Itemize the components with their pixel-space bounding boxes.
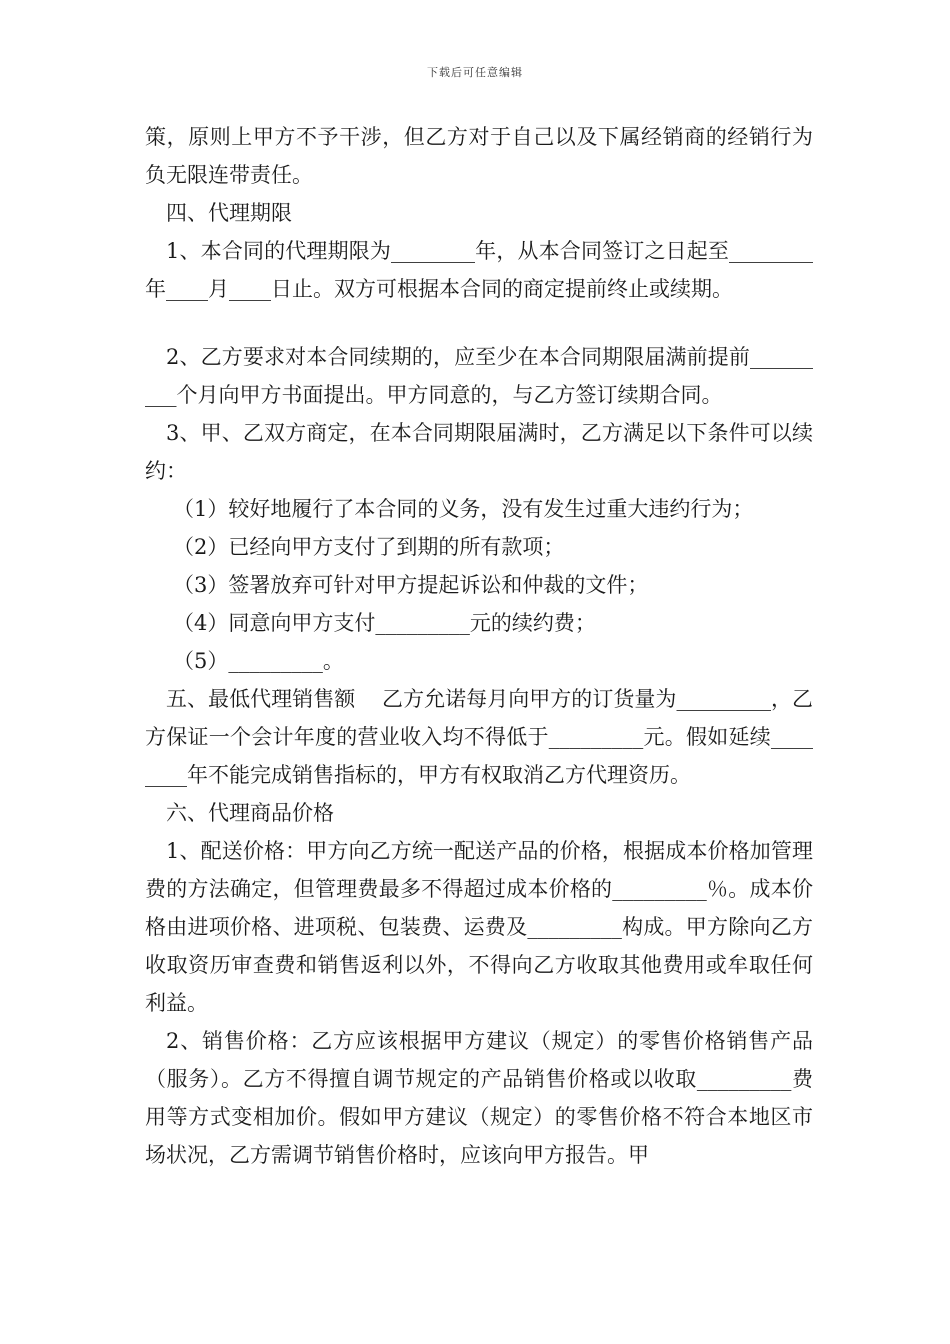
section-heading-pricing: 六、代理商品价格 <box>166 801 334 825</box>
clause-6-2: 2、销售价格：乙方应该根据甲方建议（规定）的零售价格销售产品（服务）。乙方不得擅自调节规定的产品销售价格或以收取_________费用等方式变相加价。假如甲方建议（规定）的零售价格不符合本地区市场状况，乙方需调节销售价格时，应该向甲方报告。甲 <box>145 1029 813 1167</box>
condition-item-4: （4）同意向甲方支付_________元的续约费； <box>173 611 596 635</box>
document-body <box>145 118 813 1174</box>
paragraph-continuation: 策，原则上甲方不予干涉，但乙方对于自己以及下属经销商的经销行为负无限连带责任。 <box>145 125 813 187</box>
section-heading-agency-term: 四、代理期限 <box>166 201 292 225</box>
condition-item-5: （5）_________。 <box>173 649 344 673</box>
page-header: 下载后可任意编辑 <box>427 66 523 79</box>
clause-4-3: 3、甲、乙双方商定，在本合同期限届满时，乙方满足以下条件可以续约： <box>145 421 813 483</box>
paragraph-gap <box>145 308 813 338</box>
section-minimum-sales: 五、最低代理销售额 乙方允诺每月向甲方的订货量为_________，乙方保证一个会计年度的营业收入均不得低于_________元。假如延续________年不能完成销售指标的，甲方有权取消乙方代理资历。 <box>145 687 813 787</box>
clause-6-1: 1、配送价格：甲方向乙方统一配送产品的价格，根据成本价格加管理费的方法确定，但管理费最多不得超过成本价格的_________％。成本价格由进项价格、进项税、包装费、运费及_________构成。甲方除向乙方收取资历审查费和销售返利以外，不得向乙方收取其他费用或牟取任何利益。 <box>145 839 813 1015</box>
clause-4-2: 2、乙方要求对本合同续期的，应至少在本合同期限届满前提前_________个月向甲方书面提出。甲方同意的，与乙方签订续期合同。 <box>145 345 813 407</box>
clause-4-1: 1、本合同的代理期限为________年，从本合同签订之日起至________年____月____日止。双方可根据本合同的商定提前终止或续期。 <box>145 239 813 301</box>
condition-item-3: （3）签署放弃可针对甲方提起诉讼和仲裁的文件； <box>173 573 649 597</box>
condition-item-2: （2）已经向甲方支付了到期的所有款项； <box>173 535 565 559</box>
condition-item-1: （1）较好地履行了本合同的义务，没有发生过重大违约行为； <box>173 497 754 521</box>
